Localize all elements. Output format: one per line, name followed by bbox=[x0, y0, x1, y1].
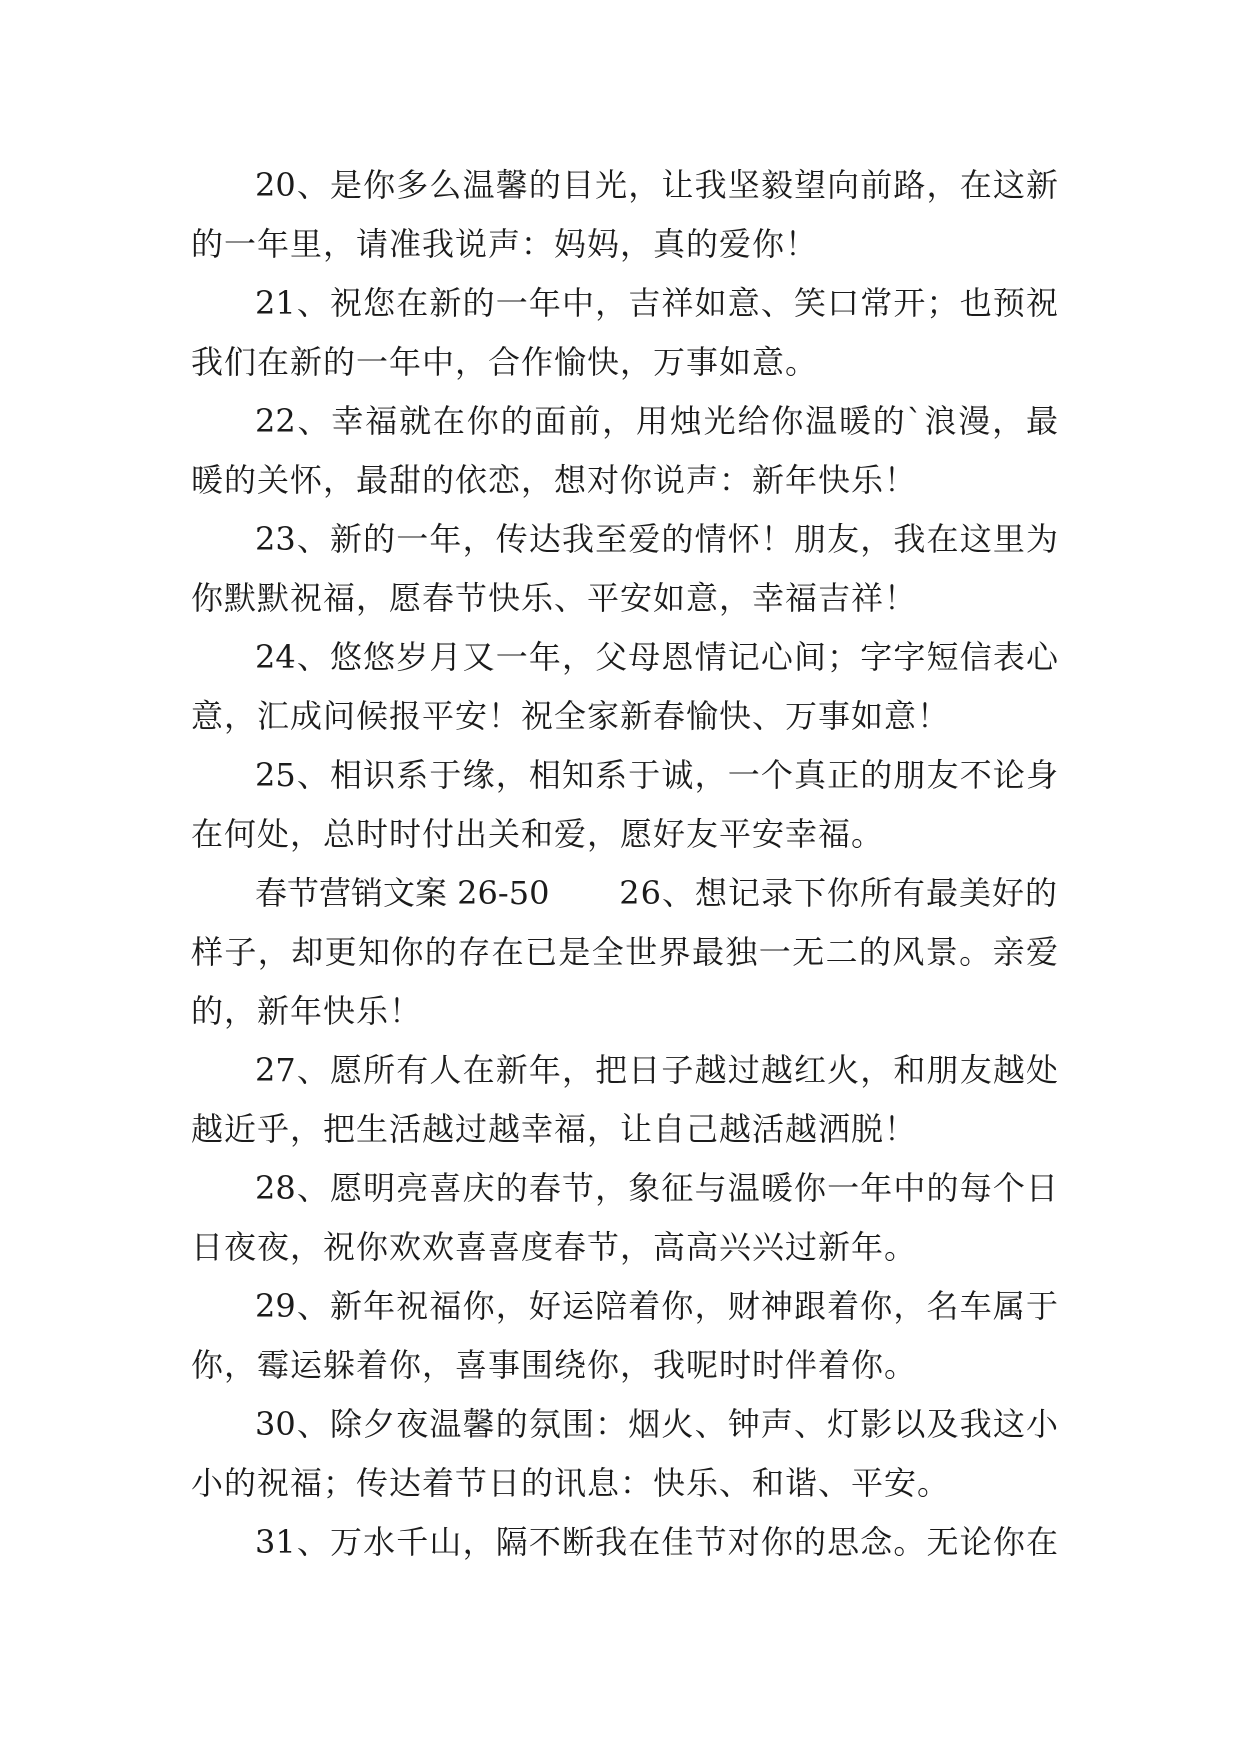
paragraph-line: 的一年里，请准我说声：妈妈，真的爱你！ bbox=[191, 225, 819, 263]
paragraph-text: 26、想记录下你所有最美好的 bbox=[619, 874, 1058, 912]
paragraph-line: 30、除夕夜温馨的氛围：烟火、钟声、灯影以及我这小 bbox=[255, 1405, 1058, 1443]
paragraph bbox=[191, 274, 1058, 392]
paragraph-line: 29、新年祝福你，好运陪着你，财神跟着你，名车属于 bbox=[255, 1287, 1058, 1325]
paragraph-line bbox=[191, 864, 1058, 923]
paragraph-line: 我们在新的一年中，合作愉快，万事如意。 bbox=[191, 343, 819, 381]
paragraph bbox=[191, 1513, 1058, 1572]
paragraph-line: 日夜夜，祝你欢欢喜喜度春节，高高兴兴过新年。 bbox=[191, 1228, 918, 1266]
section-heading: 春节营销文案 26-50 bbox=[255, 874, 550, 912]
paragraph-line: 越近乎，把生活越过越幸福，让自己越活越洒脱！ bbox=[191, 1110, 918, 1148]
paragraph-line: 31、万水千山，隔不断我在佳节对你的思念。无论你在 bbox=[255, 1523, 1058, 1561]
paragraph bbox=[191, 628, 1058, 746]
paragraph bbox=[191, 1159, 1058, 1277]
paragraph-line: 21、祝您在新的一年中，吉祥如意、笑口常开；也预祝 bbox=[255, 284, 1058, 322]
paragraph-line: 的，新年快乐！ bbox=[191, 992, 423, 1030]
paragraph bbox=[191, 746, 1058, 864]
paragraph-line: 在何处，总时时付出关和爱，愿好友平安幸福。 bbox=[191, 815, 885, 853]
paragraph-line: 28、愿明亮喜庆的春节，象征与温暖你一年中的每个日 bbox=[255, 1169, 1058, 1207]
paragraph-line: 意，汇成问候报平安！祝全家新春愉快、万事如意！ bbox=[191, 697, 951, 735]
paragraph-line: 你，霉运躲着你，喜事围绕你，我呢时时伴着你。 bbox=[191, 1346, 918, 1384]
paragraph-line: 样子，却更知你的存在已是全世界最独一无二的风景。亲爱 bbox=[191, 933, 1058, 971]
paragraph-line: 27、愿所有人在新年，把日子越过越红火，和朋友越处 bbox=[255, 1051, 1058, 1089]
paragraph-line: 你默默祝福，愿春节快乐、平安如意，幸福吉祥！ bbox=[191, 579, 918, 617]
paragraph-line: 暖的关怀，最甜的依恋，想对你说声：新年快乐！ bbox=[191, 461, 918, 499]
paragraph bbox=[191, 392, 1058, 510]
paragraph bbox=[191, 156, 1058, 274]
paragraph-line: 22、幸福就在你的面前，用烛光给你温暖的`浪漫，最 bbox=[255, 402, 1058, 440]
paragraph bbox=[191, 510, 1058, 628]
paragraph bbox=[191, 1277, 1058, 1395]
paragraph-line: 23、新的一年，传达我至爱的情怀！朋友，我在这里为 bbox=[255, 520, 1058, 558]
paragraph bbox=[191, 1041, 1058, 1159]
paragraph bbox=[191, 864, 1058, 1041]
paragraph-line: 25、相识系于缘，相知系于诚，一个真正的朋友不论身 bbox=[255, 756, 1058, 794]
paragraph-line: 20、是你多么温馨的目光，让我坚毅望向前路，在这新 bbox=[255, 166, 1058, 204]
paragraph-line: 24、悠悠岁月又一年，父母恩情记心间；字字短信表心 bbox=[255, 638, 1058, 676]
paragraph bbox=[191, 1395, 1058, 1513]
paragraph-line: 小的祝福；传达着节日的讯息：快乐、和谐、平安。 bbox=[191, 1464, 951, 1502]
document-body bbox=[191, 156, 1058, 1572]
